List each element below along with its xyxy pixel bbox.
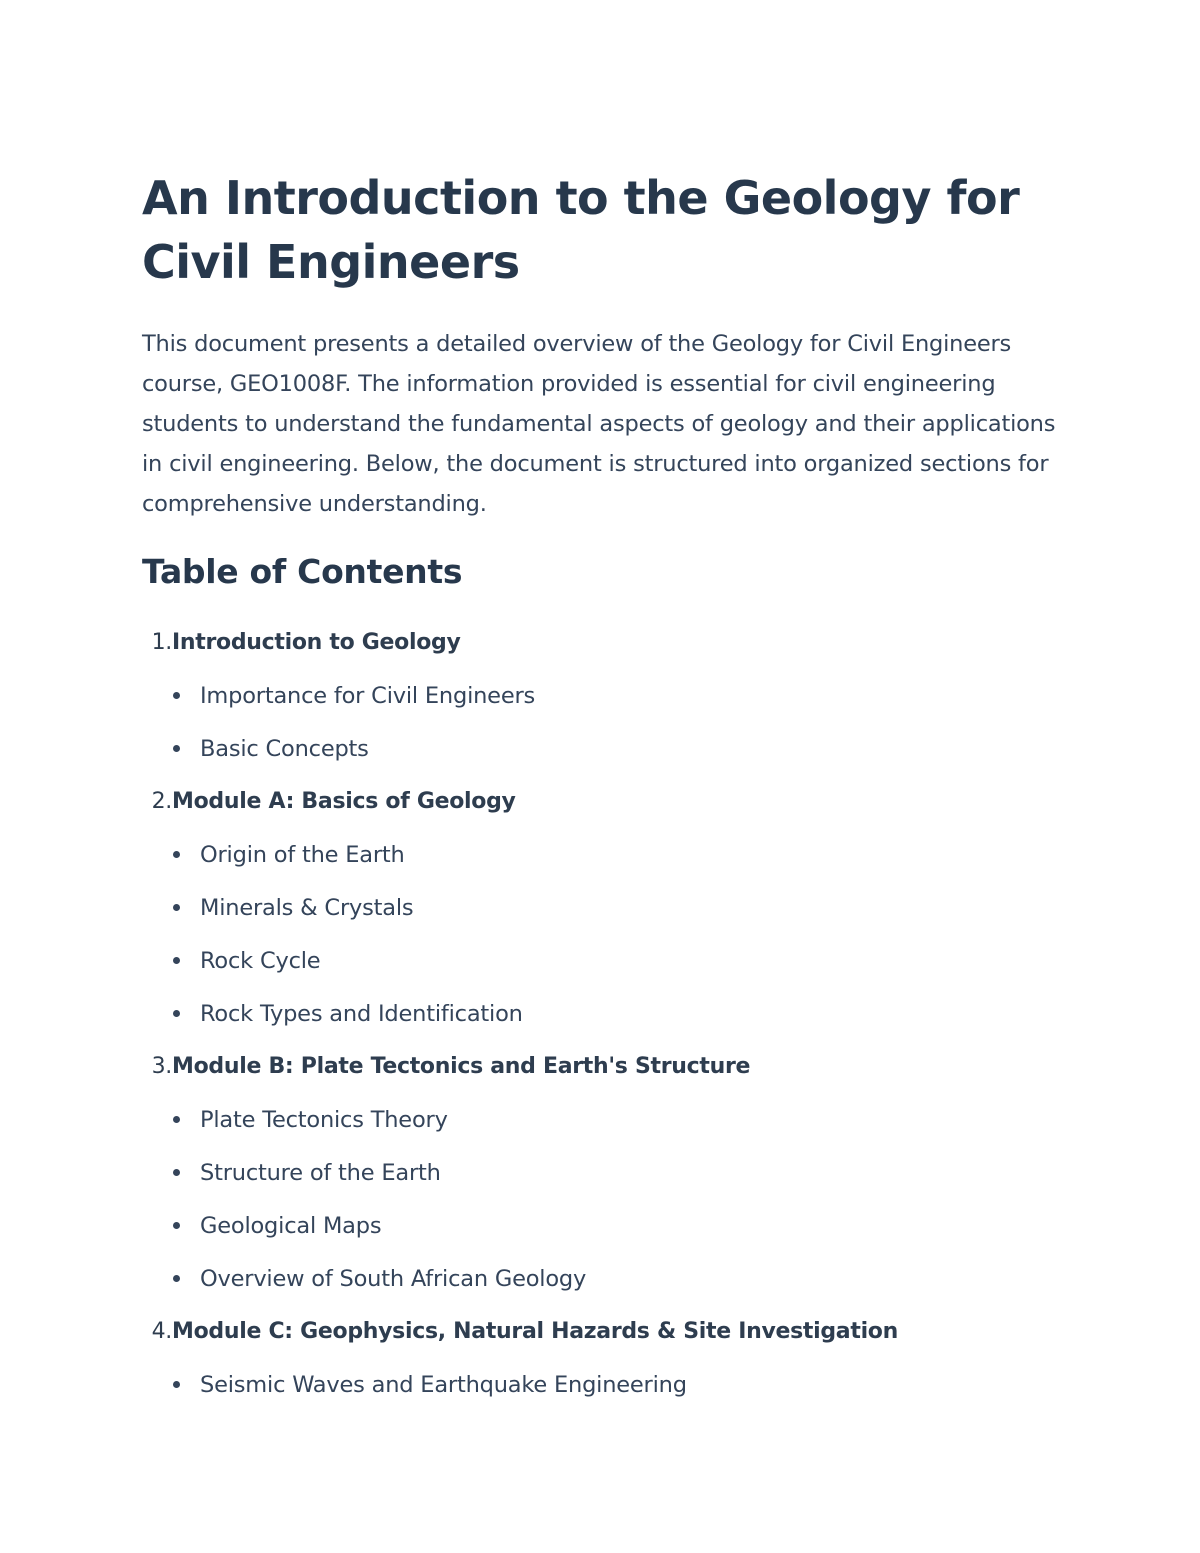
bullet-icon — [173, 1010, 180, 1017]
bullet-icon — [173, 1275, 180, 1282]
bullet-icon — [173, 1116, 180, 1123]
toc-subsection — [142, 1146, 1062, 1199]
toc-section — [142, 1305, 1062, 1411]
toc-subsection-label: Origin of the Earth — [200, 841, 405, 868]
toc-section — [142, 1040, 1062, 1305]
toc-subsection — [142, 881, 1062, 934]
toc-subsection-label: Geological Maps — [200, 1212, 382, 1239]
toc-subsection-label: Rock Types and Identification — [200, 1000, 523, 1027]
toc-section-heading — [142, 1040, 1062, 1093]
toc-subsection — [142, 934, 1062, 987]
bullet-icon — [173, 745, 180, 752]
toc-subsection-label: Minerals & Crystals — [200, 894, 414, 921]
toc-subsection — [142, 1252, 1062, 1305]
toc-subsection-label: Importance for Civil Engineers — [200, 682, 536, 709]
toc-subsection-label: Rock Cycle — [200, 947, 321, 974]
toc-section-title: Module B: Plate Tectonics and Earth's Structure — [172, 1054, 751, 1079]
bullet-icon — [173, 851, 180, 858]
toc-subsection-label: Basic Concepts — [200, 735, 369, 762]
bullet-icon — [173, 1381, 180, 1388]
toc-subsection-list — [142, 1093, 1062, 1305]
toc-subsection — [142, 1199, 1062, 1252]
toc-section-heading — [142, 1305, 1062, 1358]
toc-subsection — [142, 987, 1062, 1040]
bullet-icon — [173, 904, 180, 911]
toc-section-number: 2. — [151, 789, 172, 814]
toc-subsection-list — [142, 669, 1062, 775]
document-title: An Introduction to the Geology for Civil Engineers — [142, 171, 1020, 289]
bullet-icon — [173, 957, 180, 964]
toc-section-heading — [142, 775, 1062, 828]
toc-section-title: Introduction to Geology — [172, 630, 461, 655]
toc-section — [142, 616, 1062, 775]
toc-section-number: 1. — [151, 630, 172, 655]
toc-subsection-label: Plate Tectonics Theory — [200, 1106, 448, 1133]
toc-subsection-list — [142, 1358, 1062, 1411]
toc-section-title: Module C: Geophysics, Natural Hazards & Site Investigation — [172, 1319, 898, 1344]
bullet-icon — [173, 692, 180, 699]
toc-subsection-list — [142, 828, 1062, 1040]
toc-subsection — [142, 1358, 1062, 1411]
toc-subsection — [142, 828, 1062, 881]
toc-subsection-label: Overview of South African Geology — [200, 1265, 587, 1292]
table-of-contents — [142, 616, 1062, 1411]
toc-section — [142, 775, 1062, 1040]
toc-section-number: 3. — [151, 1054, 172, 1079]
intro-paragraph: This document presents a detailed overview of the Geology for Civil Engineers course, GEO1008F. The information provided is essential for civil engineering students to understand the fundamental aspects of geology and their applications in civil engineering. Below, the document is structured into organized sections for comprehensive understanding. — [142, 331, 1056, 517]
toc-subsection-label: Seismic Waves and Earthquake Engineering — [200, 1371, 687, 1398]
toc-subsection — [142, 669, 1062, 722]
toc-section-number: 4. — [151, 1319, 172, 1344]
toc-subsection — [142, 722, 1062, 775]
toc-subsection — [142, 1093, 1062, 1146]
toc-section-heading — [142, 616, 1062, 669]
toc-subsection-label: Structure of the Earth — [200, 1159, 441, 1186]
bullet-icon — [173, 1222, 180, 1229]
bullet-icon — [173, 1169, 180, 1176]
toc-heading: Table of Contents — [142, 552, 463, 591]
document-page — [142, 166, 1062, 1411]
toc-section-title: Module A: Basics of Geology — [172, 789, 516, 814]
